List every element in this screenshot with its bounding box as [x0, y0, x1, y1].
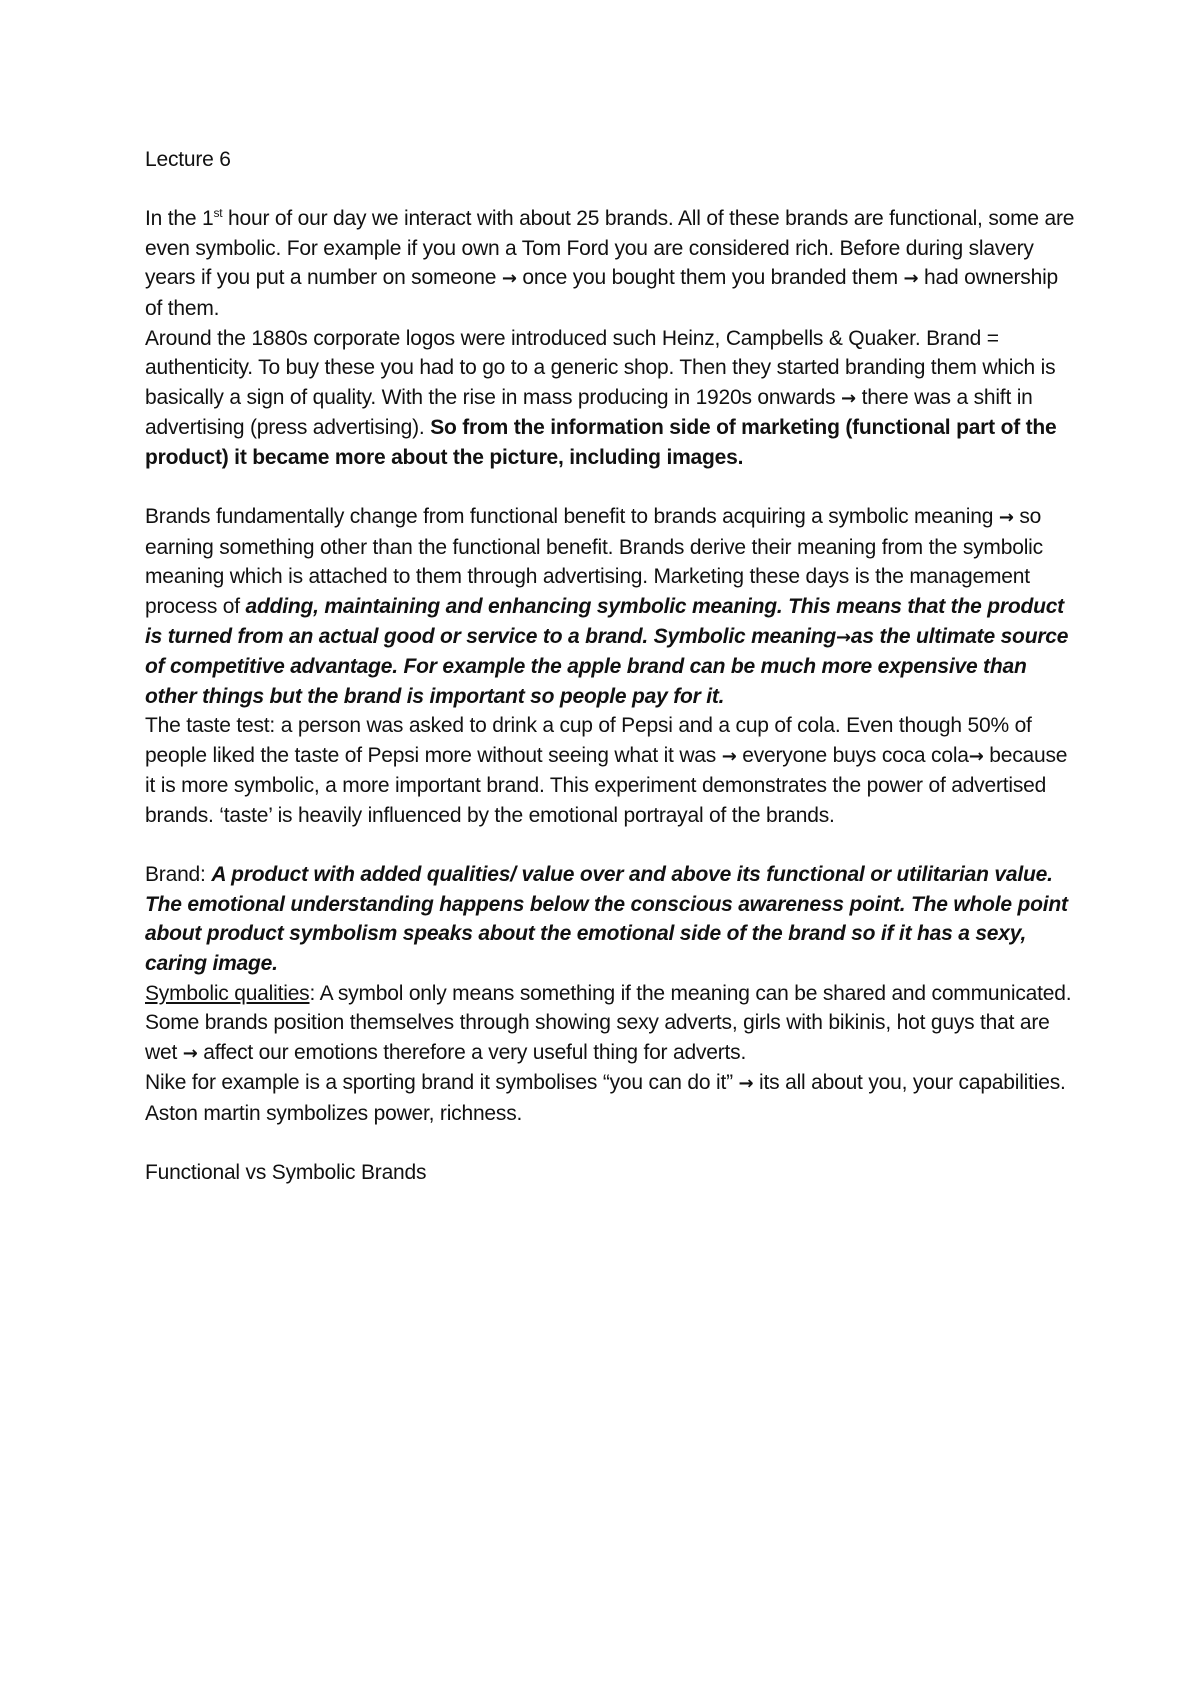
text-run: everyone buys coca cola: [736, 743, 969, 767]
text-run: Brand:: [145, 863, 212, 887]
bold-text-run: So from the information side of marketing (functional part of the product) it became more about the picture, including images.: [145, 416, 1057, 469]
arrow-right-icon: →: [182, 1042, 198, 1064]
superscript: st: [213, 206, 223, 221]
paragraph-brands-intro: [145, 204, 1075, 323]
text-run: so earning something other than the functional benefit. Brands derive their meaning from the symbolic meaning which is attached to them through advertising. Marketing these days is the management process of: [145, 505, 1043, 618]
text-run: because it is more symbolic, a more important brand. This experiment demonstrates the power of advertised brands. ‘taste’ is heavily influenced by the emotional portrayal of the brands.: [145, 743, 1068, 828]
arrow-right-icon: →: [738, 1073, 754, 1095]
arrow-right-icon: →: [721, 745, 737, 767]
text-run: In the 1: [145, 207, 214, 231]
text-run: Some brands position themselves through showing sexy adverts, girls with bikinis, hot guys that are wet: [145, 1011, 1050, 1064]
text-run: once you bought them you branded them: [516, 266, 904, 290]
arrow-right-icon: →: [836, 626, 851, 648]
paragraph-sexy-adverts: [145, 1008, 1075, 1068]
spacer: [145, 1129, 1075, 1159]
document-page: [145, 145, 1075, 1188]
text-run: there was a shift in advertising (press advertising).: [145, 385, 1033, 440]
text-run: Around the 1880s corporate logos were introduced such Heinz, Campbells & Quaker. Brand = authenticity. To buy these you had to go to a generic shop. Then they started branding them which is basically a sign of quality. With the rise in mass producing in 1920s onwards: [145, 326, 1056, 409]
paragraph-symbolic-meaning: [145, 502, 1075, 711]
paragraph-brand-definition: [145, 860, 1075, 890]
bold-italic-text-run: The emotional understanding happens below the conscious awareness point. The whole point about product symbolism speaks about the emotional side of the brand so if it has a sexy, caring image.: [145, 892, 1068, 976]
text-run: Nike for example is a sporting brand it symbolises “you can do it”: [145, 1071, 739, 1095]
underlined-text-run: Symbolic qualities: [145, 981, 310, 1005]
arrow-right-icon: →: [998, 507, 1014, 529]
paragraph-taste-test: [145, 711, 1075, 830]
text-run: its all about you, your capabilities. Aston martin symbolizes power, richness.: [145, 1071, 1066, 1125]
arrow-right-icon: →: [903, 268, 919, 290]
text-run: had ownership of them.: [145, 266, 1059, 320]
lecture-title: Lecture 6: [145, 148, 231, 171]
bold-italic-text-run: adding, maintaining and enhancing symbolic meaning. This means that the product is turned from an actual good or service to a brand. Symbolic meaning: [145, 594, 1064, 648]
paragraph-nike-example: [145, 1068, 1075, 1128]
text-run: affect our emotions therefore a very useful thing for adverts.: [197, 1040, 747, 1064]
text-run: Brands fundamentally change from functional benefit to brands acquiring a symbolic meaning: [145, 505, 999, 529]
text-run: hour of our day we interact with about 25 brands. All of these brands are functional, some are even symbolic. For example if you own a Tom Ford you are considered rich. Before during slavery years if you put a number on someone: [145, 207, 1075, 290]
arrow-right-icon: →: [841, 387, 856, 409]
paragraph-emotional-understanding: [145, 890, 1075, 979]
spacer: [145, 831, 1075, 861]
text-run: : A symbol only means something if the meaning can be shared and communicated.: [309, 981, 1072, 1005]
arrow-right-icon: →: [501, 268, 517, 290]
text-run: The taste test: a person was asked to drink a cup of Pepsi and a cup of cola. Even though 50% of people liked the taste of Pepsi more without seeing what it was: [145, 714, 1032, 767]
spacer: [145, 473, 1075, 503]
section-heading-functional-vs-symbolic: Functional vs Symbolic Brands: [145, 1161, 427, 1185]
paragraph-symbolic-qualities: [145, 979, 1075, 1009]
bold-italic-text-run: as the ultimate source of competitive advantage. For example the apple brand can be much more expensive than other things but the brand is important so people pay for it.: [145, 624, 1069, 708]
arrow-right-icon: →: [968, 745, 984, 767]
paragraph-corporate-logos: [145, 324, 1075, 473]
bold-italic-text-run: A product with added qualities/ value over and above its functional or utilitarian value.: [211, 863, 1053, 887]
spacer: [145, 175, 1075, 205]
